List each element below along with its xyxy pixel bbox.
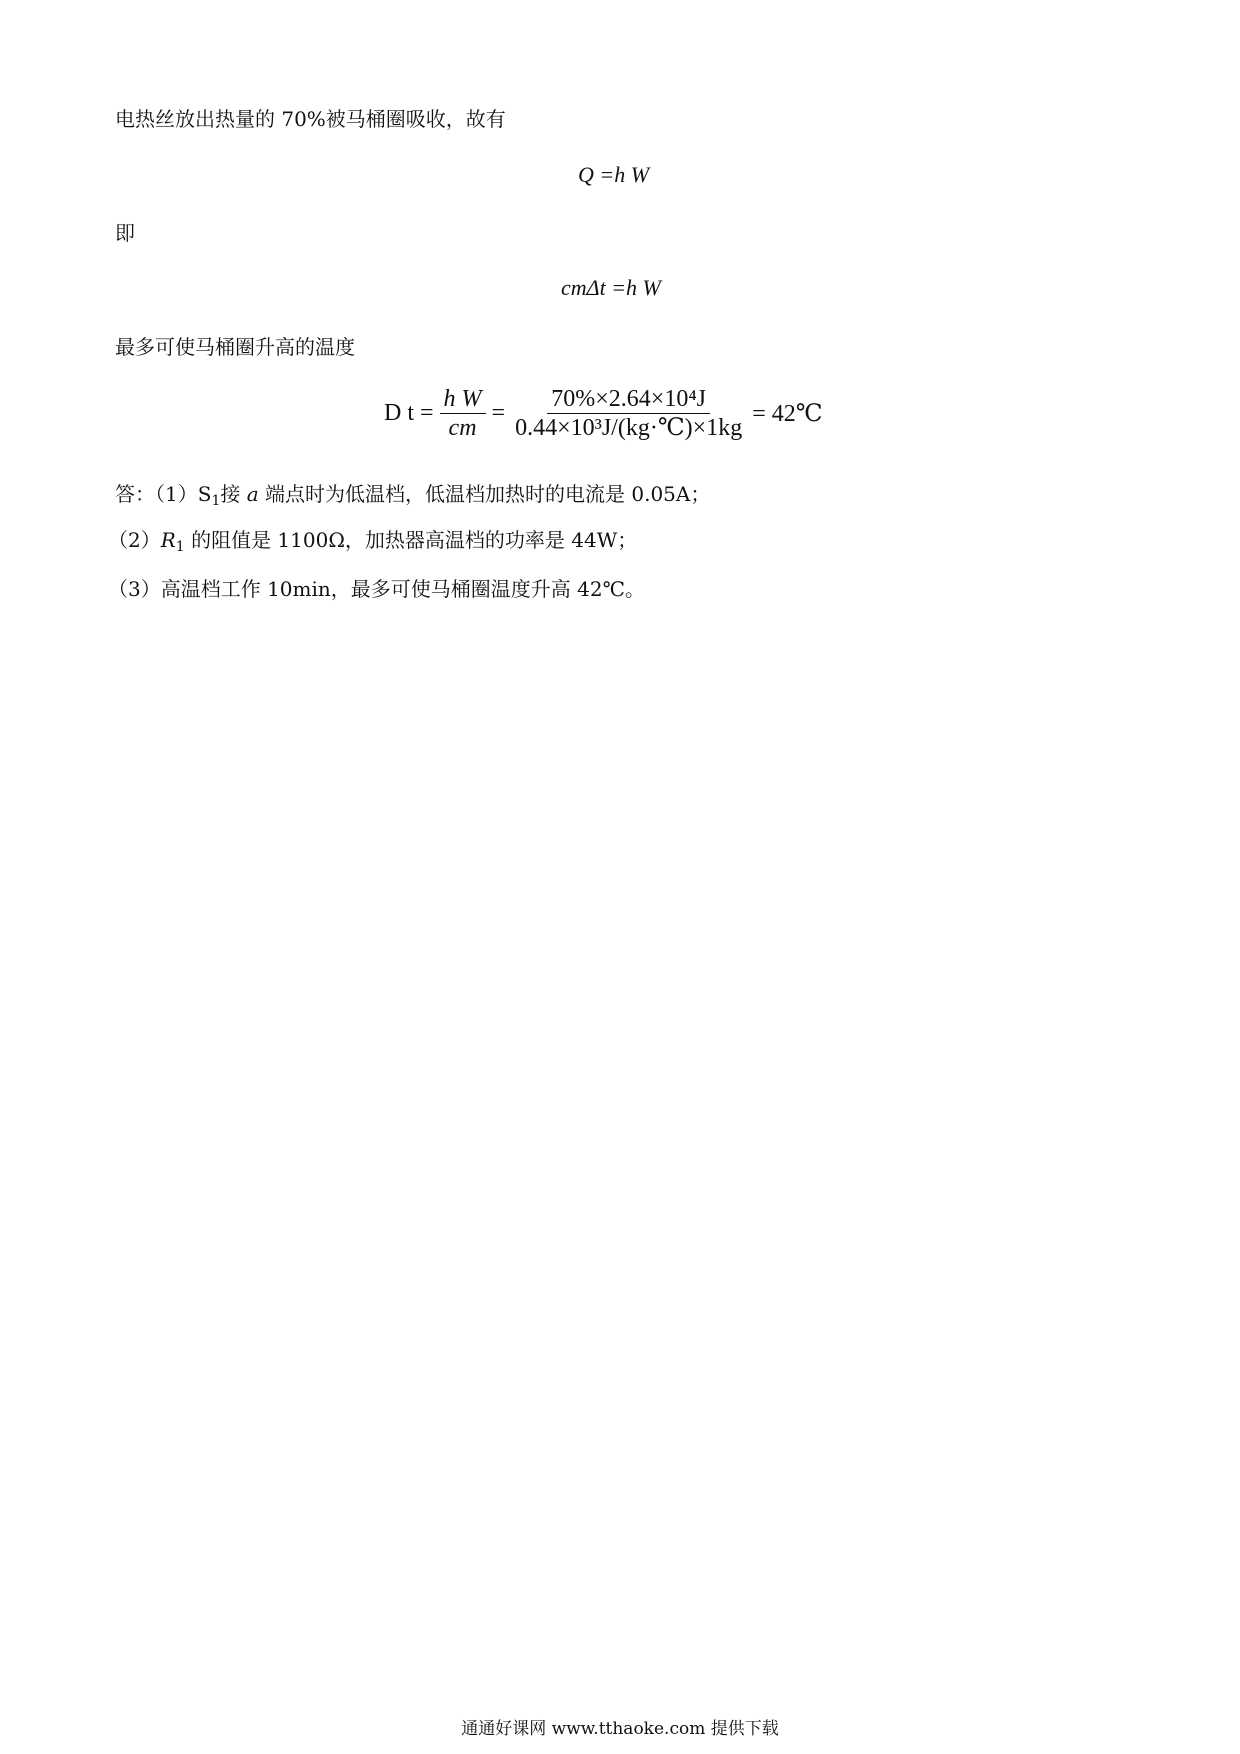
text-line-ji: 即 bbox=[115, 221, 135, 245]
formula-equals: = bbox=[491, 399, 506, 426]
answer-2-subscript: 1 bbox=[175, 539, 185, 555]
answer-1-prefix: 答：（1）S bbox=[115, 482, 212, 506]
text-line-heat-absorbed: 电热丝放出热量的 70%被马桶圈吸收，故有 bbox=[115, 107, 506, 131]
equation-cm-delta-t: cmΔt =h W bbox=[561, 275, 661, 300]
answer-2-variable: R bbox=[160, 528, 176, 552]
answer-line-1 bbox=[115, 482, 710, 513]
answer-2-rest: 的阻值是 1100Ω，加热器高温档的功率是 44W； bbox=[184, 528, 638, 552]
fraction-numeric bbox=[511, 385, 746, 442]
text-line-max-temp-rise: 最多可使马桶圈升高的温度 bbox=[115, 335, 355, 359]
answer-line-3: （3）高温档工作 10min，最多可使马桶圈温度升高 42℃。 bbox=[108, 577, 645, 601]
fraction-denominator: 0.44×10³J/(kg·℃)×1kg bbox=[515, 414, 743, 441]
answer-1-subscript: 1 bbox=[211, 493, 221, 509]
formula-lhs: D t = bbox=[384, 399, 434, 426]
answer-line-2 bbox=[108, 528, 637, 559]
answer-1-variable: a bbox=[246, 482, 259, 506]
fraction-hw-over-cm bbox=[440, 385, 486, 442]
equation-q-eq-hw: Q =h W bbox=[578, 162, 650, 187]
fraction-numerator: 70%×2.64×10⁴J bbox=[547, 385, 710, 414]
fraction-numerator: h W bbox=[440, 385, 486, 414]
answer-2-prefix: （2） bbox=[108, 528, 161, 552]
footer-source: 通通好课网 www.tthaoke.com 提供下载 bbox=[461, 1719, 779, 1739]
temperature-rise-formula bbox=[384, 382, 823, 444]
answer-1-rest: 端点时为低温档，低温档加热时的电流是 0.05A； bbox=[258, 482, 711, 506]
answer-1-mid: 接 bbox=[220, 482, 247, 506]
fraction-denominator: cm bbox=[448, 414, 477, 441]
formula-result: = 42℃ bbox=[752, 400, 823, 427]
